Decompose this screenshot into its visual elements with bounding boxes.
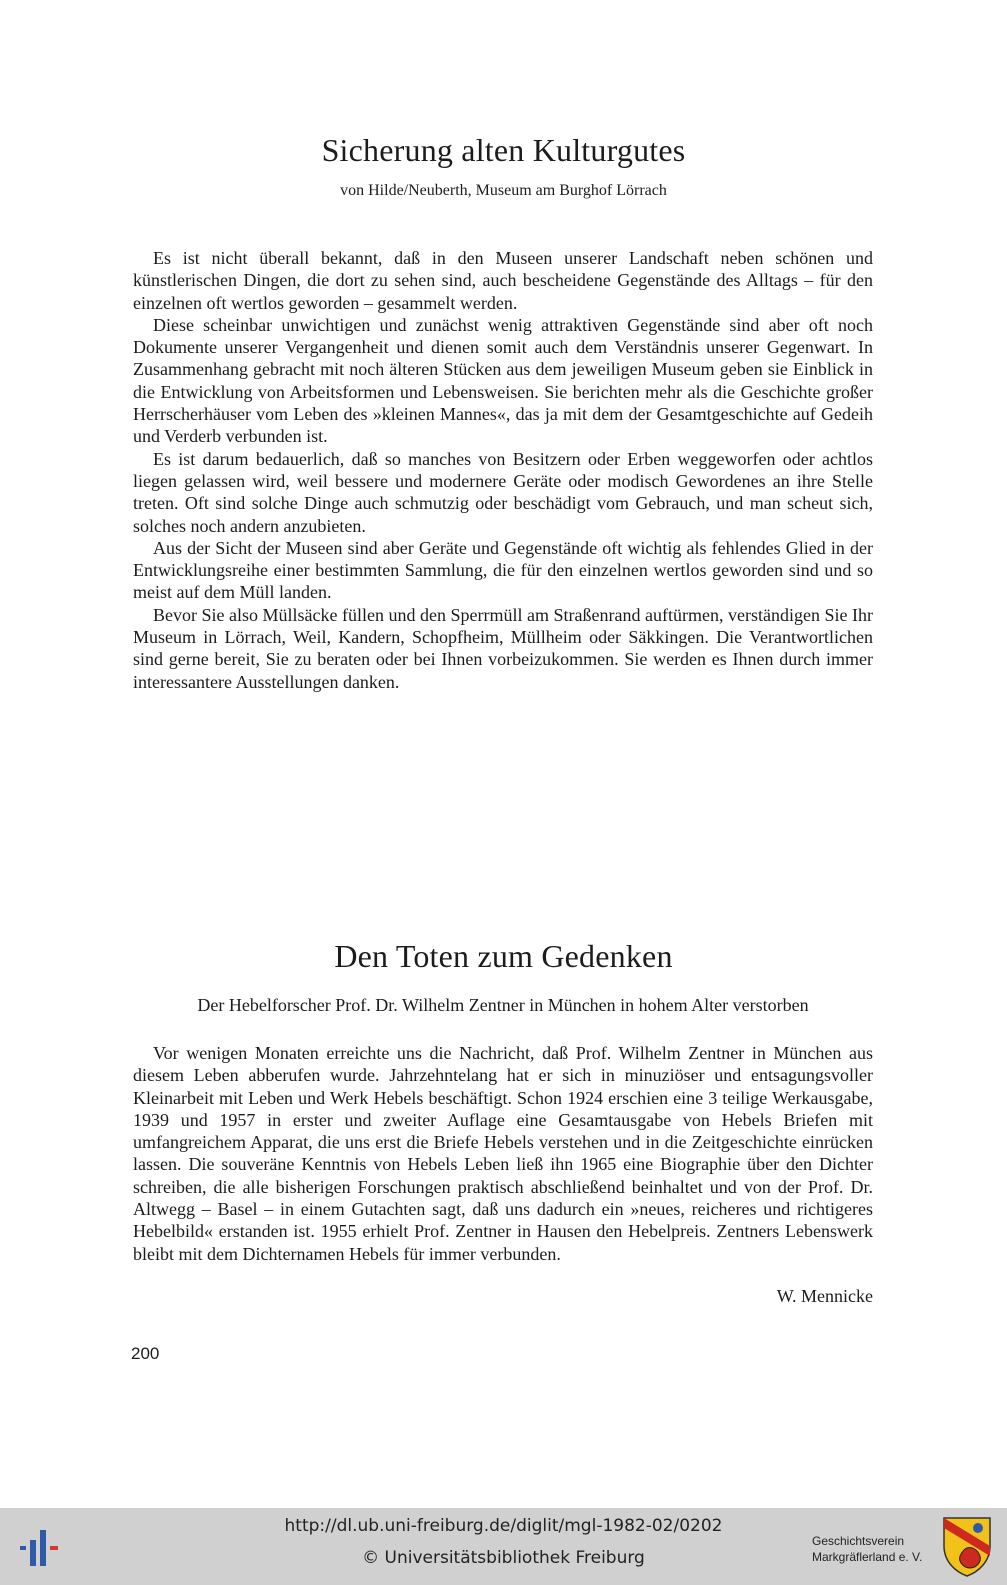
footer-url-link[interactable]: http://dl.ub.uni-freiburg.de/diglit/mgl-1982-02/0202 bbox=[284, 1516, 723, 1536]
article2-body bbox=[133, 1042, 873, 1265]
article2-paragraph: Vor wenigen Monaten erreichte uns die Nachricht, daß Prof. Wilhelm Zentner in München aus diesem Leben abberufen wurde. Jahrzehntelang hat er sich in minuziöser und entsagungsvoller Kleinarbeit mit Leben und Werk Hebels beschäftigt. Schon 1924 erschien eine 3 teilige Werkausgabe, 1939 und 1957 in erster und zweiter Auflage eine Gesamtausgabe von Hebels Briefen mit umfangreichem Apparat, die uns erst die Briefe Hebels verstehen und in die Zeitgeschichte einrücken lassen. Die souveräne Kenntnis von Hebels Leben ließ ihn 1965 eine Biographie über den Dichter schreiben, die alle bisherigen Forschungen praktisch abschließend beinhaltet und von der Prof. Dr. Altwegg – Basel – in einem Gutachten sagt, daß uns dadurch ein »neues, reicheres und richtigeres Hebelbild« erstanden ist. 1955 erhielt Prof. Zentner in Hausen den Hebelpreis. Zentners Lebenswerk bleibt mit dem Dichternamen Hebels für immer verbunden. bbox=[133, 1043, 873, 1264]
footer-bar bbox=[0, 1508, 1007, 1585]
article1-paragraph: Es ist nicht überall bekannt, daß in den Museen unserer Landschaft neben schönen und künstlerischen Dingen, die dort zu sehen sind, auch bescheidene Gegenstände des Alltags – für den einzelnen oft wertlos geworden – gesammelt werden. bbox=[133, 248, 873, 313]
footer-copyright: © Universitätsbibliothek Freiburg bbox=[362, 1548, 645, 1568]
article1-paragraph: Bevor Sie also Müllsäcke füllen und den Sperrmüll am Straßenrand auftürmen, verständigen Sie Ihr Museum in Lörrach, Weil, Kandern, Schopfheim, Müllheim oder Säkkingen. Die Verantwortlichen sind gerne bereit, Sie zu beraten oder bei Ihnen vorbeizukommen. Sie werden es Ihnen durch immer interessantere Ausstellungen danken. bbox=[133, 604, 873, 692]
page-number: 200 bbox=[131, 1344, 160, 1363]
article1-paragraph: Diese scheinbar unwichtigen und zunächst wenig attraktiven Gegenstände sind aber oft noch Dokumente unserer Vergangenheit und dienen somit auch dem Verständnis unserer Gegenwart. In Zusammenhang gebracht mit noch älteren Stücken aus dem jeweiligen Museum geben sie Einblick in die Entwicklung von Arbeitsformen und Lebensweisen. Sie berichten mehr als die Geschichte großer Herrscherhäuser vom Leben des »kleinen Mannes«, das ja mit dem der Gesamtgeschichte auf Gedeih und Verderb verbunden ist. bbox=[133, 314, 873, 447]
article1-body bbox=[133, 247, 873, 693]
article1-paragraph: Aus der Sicht der Museen sind aber Geräte und Gegenstände oft wichtig als fehlendes Glied in der Entwicklungsreihe einer bestimmten Sammlung, die für den einzelnen wertlos geworden sind und so meist auf dem Müll landen. bbox=[133, 537, 873, 603]
signature: W. Mennicke bbox=[776, 1286, 873, 1306]
society-name-line2: Markgräflerland e. V. bbox=[812, 1550, 923, 1564]
article2-subtitle: Der Hebelforscher Prof. Dr. Wilhelm Zentner in München in hohem Alter verstorben bbox=[197, 995, 809, 1015]
society-name bbox=[812, 1533, 922, 1565]
society-name-line1: Geschichtsverein bbox=[812, 1534, 905, 1548]
article1-byline: von Hilde/Neuberth, Museum am Burghof Lörrach bbox=[340, 182, 667, 199]
article1-paragraph: Es ist darum bedauerlich, daß so manches von Besitzern oder Erben weggeworfen oder achtlos liegen gelassen wird, weil bessere und modernere Geräte oder modisch Gewordenes an ihre Stelle treten. Oft sind solche Dinge auch schmutzig oder beschädigt vom Gebrauch, und man scheut sich, solches noch andern anzubieten. bbox=[133, 448, 873, 536]
article2-title: Den Toten zum Gedenken bbox=[334, 938, 673, 974]
markgraeflerland-crest-icon[interactable] bbox=[942, 1516, 992, 1578]
article1-title: Sicherung alten Kulturgutes bbox=[321, 132, 686, 168]
